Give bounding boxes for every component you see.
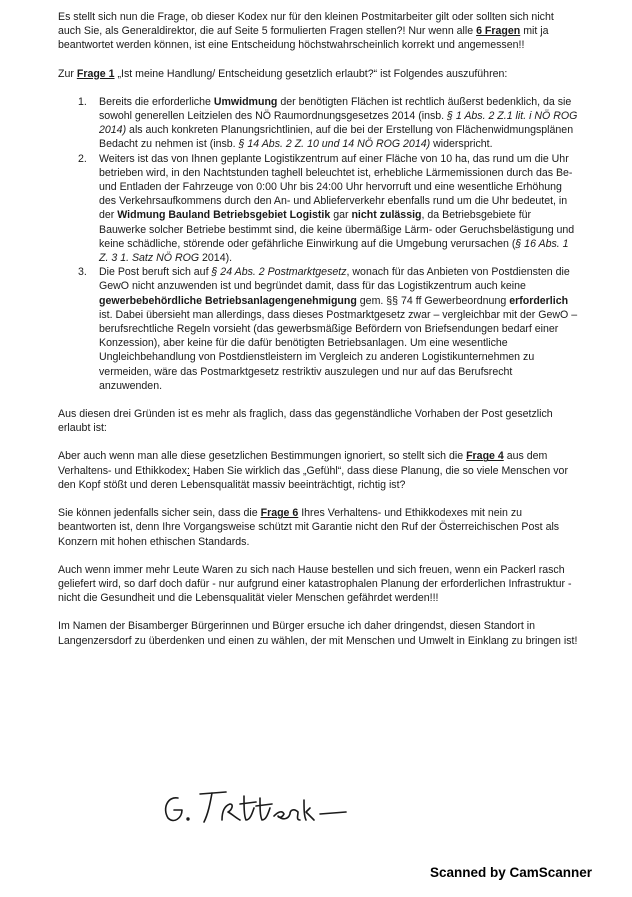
intro-paragraph: Es stellt sich nun die Frage, ob dieser Kodex nur für den kleinen Postmitarbeiter gilt oder sollten sich nicht auch Sie, als Generaldirektor, die auf Seite 5 formulierten Fragen stellen?! Nur wenn alle 6 Fragen mit ja beantwortet werden können, ist eine Entscheidung höchstwahrscheinlich korrekt und angemessen!!	[58, 11, 554, 52]
arguments-list	[58, 95, 578, 393]
infrastructure-paragraph: Auch wenn immer mehr Leute Waren zu sich nach Hause bestellen und sich freuen, wenn ein Packerl rasch geliefert wird, so darf doch dafür - nur aufgrund einer katastrophalen Planung der erforderlichen Infrastruktur - nicht die Gesundheit und die Lebensqualität vieler Menschen gefährdet werden!!!	[58, 563, 572, 605]
conclusion-paragraph: Aus diesen drei Gründen ist es mehr als fraglich, dass das gegenständliche Vorhaben der Post gesetzlich erlaubt ist:	[58, 408, 553, 435]
question-1-heading: Zur Frage 1 „Ist meine Handlung/ Entscheidung gesetzlich erlaubt?“ ist Folgendes auszuführen:	[58, 67, 508, 80]
handwritten-signature	[160, 786, 360, 826]
letter-body	[58, 10, 578, 648]
list-item: 1. Bereits die erforderliche Umwidmung der benötigten Flächen ist rechtlich äußerst bedenklich, da sie sowohl generellen Leitzielen des NÖ Raumordnungsgesetzes 2014 (insb. § 1 Abs. 2 Z.1 lit. i NÖ ROG 2014) als auch konkreten Planungsrichtlinien, auf die bei der Erstellung von Flächenwidmungsplänen Bedacht zu nehmen ist (insb. § 14 Abs. 2 Z. 10 und 14 NÖ ROG 2014) widerspricht.	[78, 95, 578, 151]
closing-request-paragraph: Im Namen der Bisamberger Bürgerinnen und Bürger ersuche ich daher dringendst, diesen Standort in Langenzersdorf zu überdenken und einen zu wählen, der mit Menschen und Umwelt in Einklang zu bringen ist!	[58, 620, 578, 647]
question-6-paragraph: Sie können jedenfalls sicher sein, dass die Frage 6 Ihres Verhaltens- und Ethikkodexes mit nein zu beantworten ist, denn Ihre Vorgangsweise schützt mit Garantie nicht den Ruf der Österreichischen Post als Konzern mit hohen ethischen Standards.	[58, 507, 560, 548]
list-item: 2. Weiters ist das von Ihnen geplante Logistikzentrum auf einer Fläche von 10 ha, das rund um die Uhr betrieben wird, in den Nachtstunden taghell beleuchtet ist, erhebliche Lärmemissionen durch das Be- und Entladen der Fahrzeuge von 0:00 Uhr bis 24:00 Uhr hervorruft und eine wesentliche Erhöhung des Verkehrsaufkommens durch den An- und Ablieferverkehr ebenfalls rund um die Uhr bedeutet, in der Widmung Bauland Betriebsgebiet Logistik gar nicht zulässig, da Betriebsgebiete für Bauwerke solcher Betriebe bestimmt sind, die keine übermäßige Lärm- oder Geruchsbelästigung und keine schädliche, störende oder gefährliche Einwirkung auf die Umgebung verursachen (§ 16 Abs. 1 Z. 3 1. Satz NÖ ROG 2014).	[78, 152, 575, 265]
question-4-paragraph: Aber auch wenn man alle diese gesetzlichen Bestimmungen ignoriert, so stellt sich die Frage 4 aus dem Verhaltens- und Ethikkodex: Haben Sie wirklich das „Gefühl“, dass diese Planung, die so viele Menschen vor den Kopf stößt und deren Lebensqualität massiv beeinträchtigt, richtig ist?	[58, 450, 568, 491]
list-item: 3. Die Post beruft sich auf § 24 Abs. 2 Postmarktgesetz, wonach für das Anbieten von Postdiensten die GewO nicht anzuwenden ist und begründet damit, dass für das Logistikzentrum auch keine gewerbebehördliche Betriebsanlagengenehmigung gem. §§ 74 ff Gewerbeordnung erforderlich ist. Dabei übersieht man allerdings, dass dieses Postmarktgesetz zwar – vergleichbar mit der GewO – berufsrechtliche Regeln vorsieht (das gewerbsmäßige Befördern von Briefsendungen bedarf einer Konzession), aber keine für die dafür benötigten Betriebsanlagen. Um eine wesentliche Ungleichbehandlung von Postdienstleistern im Vergleich zu anderen Logistikunternehmen zu vermeiden, wäre das Postmarktgesetz restriktiv auszulegen und nur auf das Berufsrecht anzuwenden.	[78, 266, 578, 392]
six-questions-link: 6 Fragen	[476, 25, 521, 38]
scanned-by-watermark: Scanned by CamScanner	[430, 865, 593, 880]
